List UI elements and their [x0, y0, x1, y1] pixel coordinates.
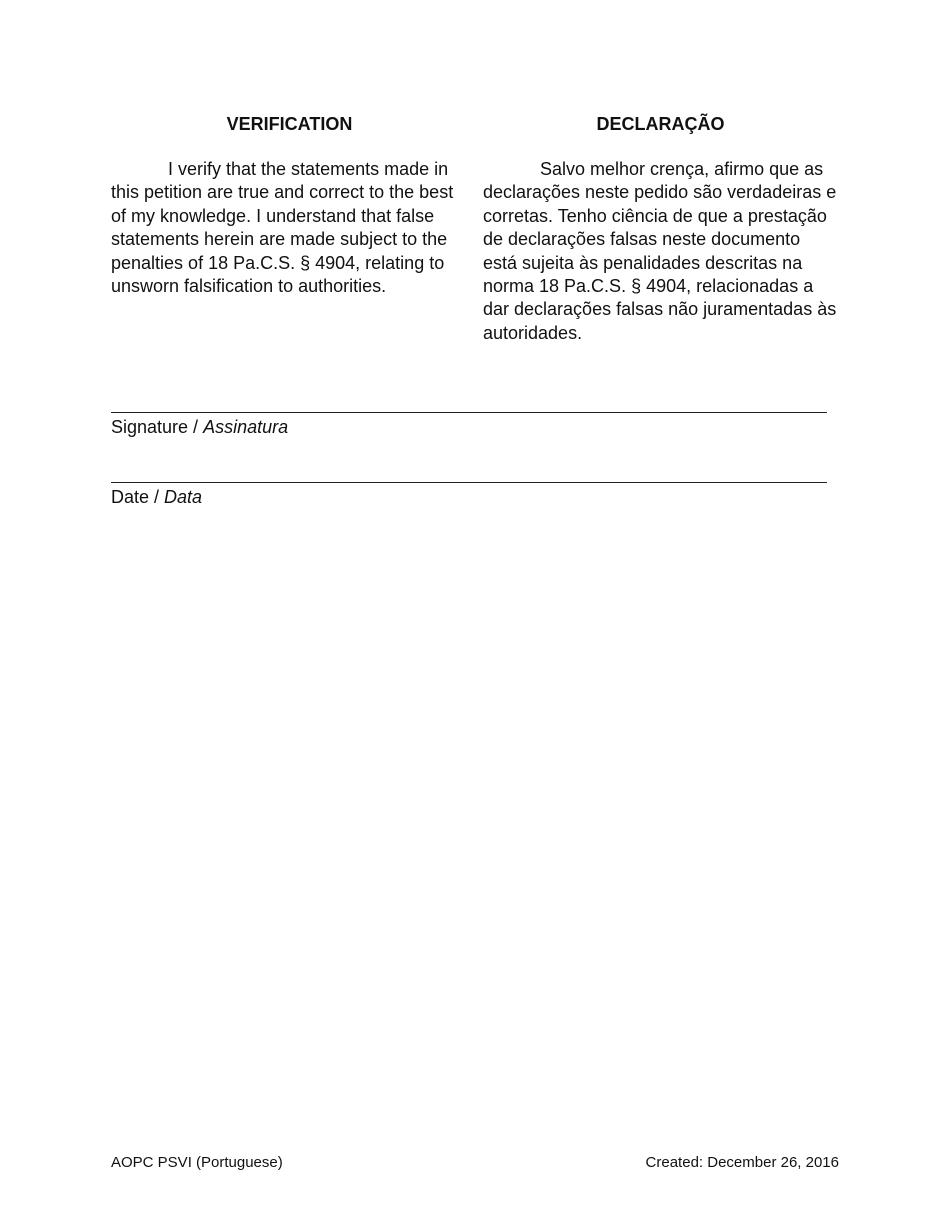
signature-line	[111, 412, 827, 413]
verification-section	[111, 112, 468, 298]
date-label-en: Date /	[111, 487, 160, 507]
verification-body: I verify that the statements made in this petition are true and correct to the best of my knowledge. I understand that false statements herein are made subject to the penalties of 18 Pa.C.S. § 4904, relating to unsworn falsification to authorities.	[111, 159, 454, 297]
declaracao-section	[483, 112, 838, 345]
signature-label-pt: Assinatura	[203, 417, 289, 437]
declaracao-title: DECLARAÇÃO	[596, 114, 725, 134]
declaracao-body: Salvo melhor crença, afirmo que as declarações neste pedido são verdadeiras e corretas. Tenho ciência de que a prestação de declarações falsas neste documento está sujeita às penalidades descritas na norma 18 Pa.C.S. § 4904, relacionadas a dar declarações falsas não juramentadas às autoridades.	[483, 159, 837, 343]
date-line	[111, 482, 827, 483]
signature-label	[111, 416, 288, 438]
date-label-pt: Data	[164, 487, 203, 507]
footer-created-date: Created: December 26, 2016	[645, 1154, 839, 1171]
footer-form-id: AOPC PSVI (Portuguese)	[111, 1154, 283, 1171]
date-label	[111, 486, 202, 508]
verification-title: VERIFICATION	[226, 114, 353, 134]
signature-label-en: Signature /	[111, 417, 199, 437]
